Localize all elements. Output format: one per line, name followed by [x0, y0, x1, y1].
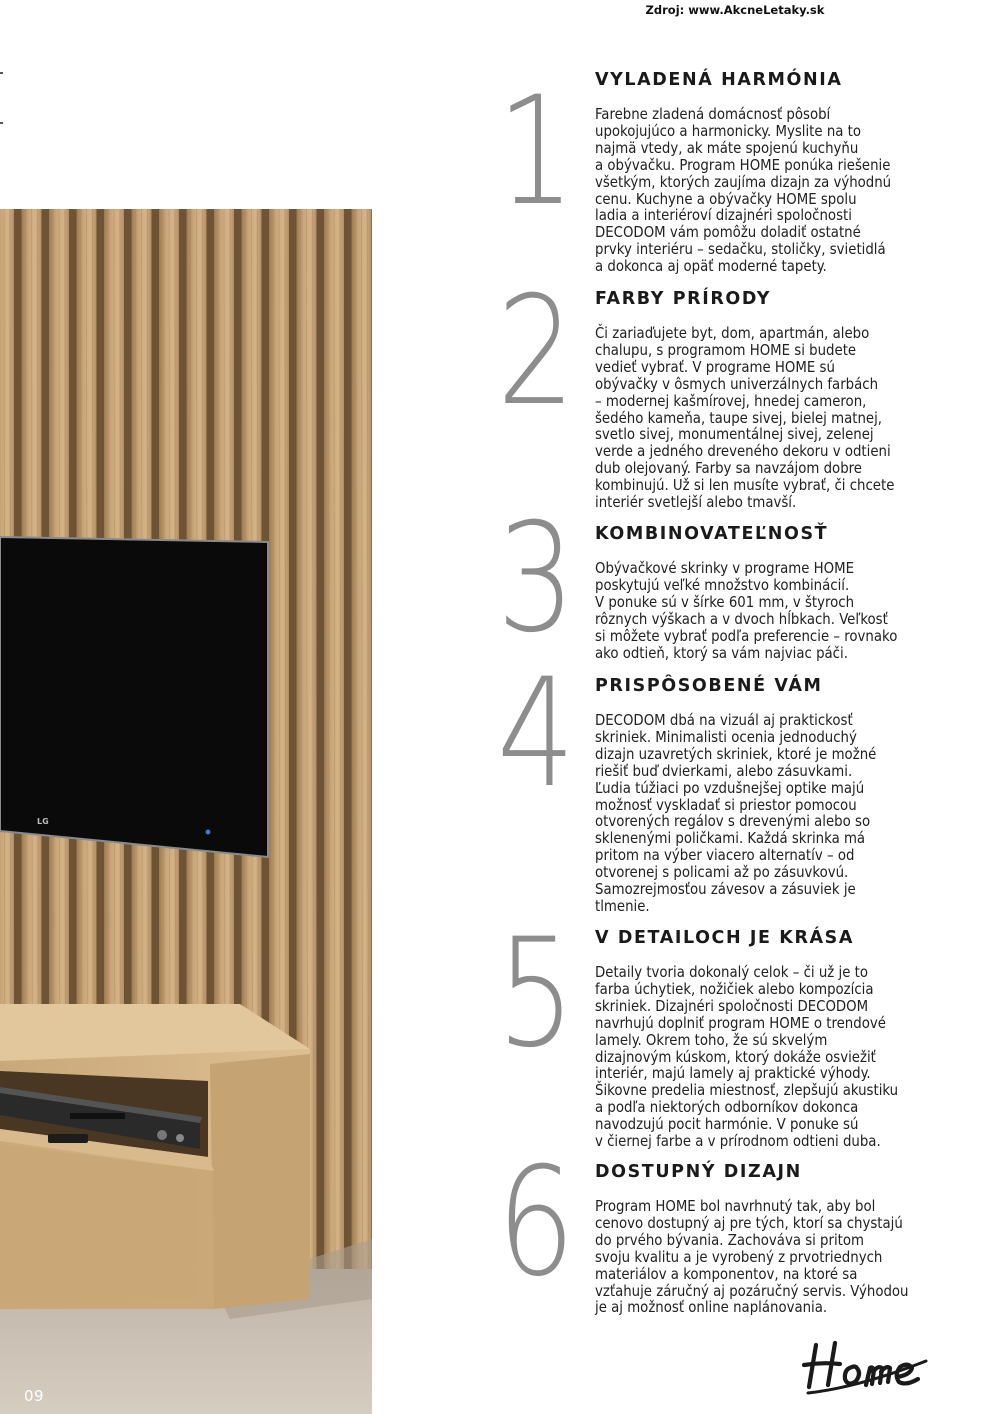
section-title: FARBY PRÍRODY — [595, 289, 772, 309]
tv-brand-logo: LG — [37, 817, 49, 826]
section-title: DOSTUPNÝ DIZAJN — [595, 1162, 802, 1182]
section-number: 4 — [496, 647, 576, 821]
tv-cabinet — [0, 1004, 310, 1309]
section-text: Detaily tvoria dokonalý celok – či už je to farba úchytiek, nožičiek alebo kompozícia skriniek. Dizajnéri spoločnosti DECODOM navrhujú doplniť program HOME o trendové lamely. Okrem toho, že sú skvelým dizajnovým kúskom, ktorý dokáže osviežiť interiér, majú lamely aj praktické výhody. Šikovne predelia miestnosť, zlepšujú akustiku a podľa niektorých odborníkov dokonca navodzujú pocit harmónie. V ponuke sú v čiernej farbe a v prírodnom odtieni duba. — [595, 964, 899, 1151]
living-room-photo — [0, 209, 372, 1414]
home-logo — [800, 1337, 932, 1397]
page-number: 09 — [24, 1387, 45, 1405]
section-number: 6 — [496, 1136, 576, 1310]
section-number: 3 — [496, 492, 576, 666]
section-number: 1 — [496, 65, 576, 239]
section-title: V DETAILOCH JE KRÁSA — [595, 928, 855, 948]
tv — [0, 537, 268, 857]
section-number: 5 — [496, 907, 576, 1081]
section-text: Program HOME bol navrhnutý tak, aby bol cenovo dostupný aj pre tých, ktorí sa chystajú do prvého bývania. Zachováva si pritom svoju kvalitu a je vyrobený z prvotriednych materiálov a komponentov, na ktoré sa vzťahuje záručný aj pozáručný servis. Výhodou je aj možnosť online naplánovania. — [595, 1198, 909, 1317]
section-text: Obývačkové skrinky v programe HOME poskytujú veľké množstvo kombinácií. V ponuke sú v šírke 601 mm, v štyroch rôznych výškach a v dvoch hĺbkach. Veľkosť si môžete vybrať podľa preferencie – rovnako ako odtieň, ktorý sa vám najviac páči. — [595, 560, 898, 662]
living-room-illustration — [0, 209, 372, 1414]
section-text: Či zariaďujete byt, dom, apartmán, alebo chalupu, s programom HOME si budete vedieť vybrať. V programe HOME sú obývačky v ôsmych univerzálnych farbách – modernej kašmírovej, hnedej cameron, šedého kameňa, taupe sivej, bielej matnej, svetlo sivej, monumentálnej sivej, zelenej verde a jedného dreveného dekoru v odtieni dub olejovaný. Farby sa navzájom dobre kombinujú. Už si len musíte vybrať, či chcete interiér svetlejší alebo tmavší. — [595, 325, 895, 512]
section-title: VYLADENÁ HARMÓNIA — [595, 70, 843, 90]
section-title: KOMBINOVATEĽNOSŤ — [595, 524, 829, 544]
page-edge-mark — [0, 72, 3, 74]
section-number: 2 — [496, 265, 576, 439]
section-text: Farebne zladená domácnosť pôsobí upokojujúco a harmonicky. Myslite na to najmä vtedy, ak máte spojenú kuchyňu a obývačku. Program HOME ponúka riešenie všetkým, ktorých zaujíma dizajn za výhodnú cenu. Kuchyne a obývačky HOME spolu ladia a interiéroví dizajnéri spoločnosti DECODOM vám pomôžu doladiť ostatné prvky interiéru – sedačku, stoličky, svietidlá a dokonca aj opäť moderné tapety. — [595, 106, 892, 276]
source-line[interactable]: Zdroj: www.AkcneLetaky.sk — [645, 3, 825, 17]
section-title: PRISPÔSOBENÉ VÁM — [595, 676, 823, 696]
page-edge-mark — [0, 122, 3, 124]
section-text: DECODOM dbá na vizuál aj praktickosť skriniek. Minimalisti ocenia jednoduchý dizajn uzavretých skriniek, ktoré je možné riešiť buď dvierkami, alebo zásuvkami. Ľudia túžiaci po vzdušnejšej optike majú možnosť vyskladať si priestor pomocou otvorených regálov s drevenými alebo so sklenenými poličkami. Každá skrinka má pritom na výber viacero alternatív – od otvorenej s policami až po zásuvkovú. Samozrejmosťou závesov a zásuviek je tlmenie. — [595, 712, 877, 915]
